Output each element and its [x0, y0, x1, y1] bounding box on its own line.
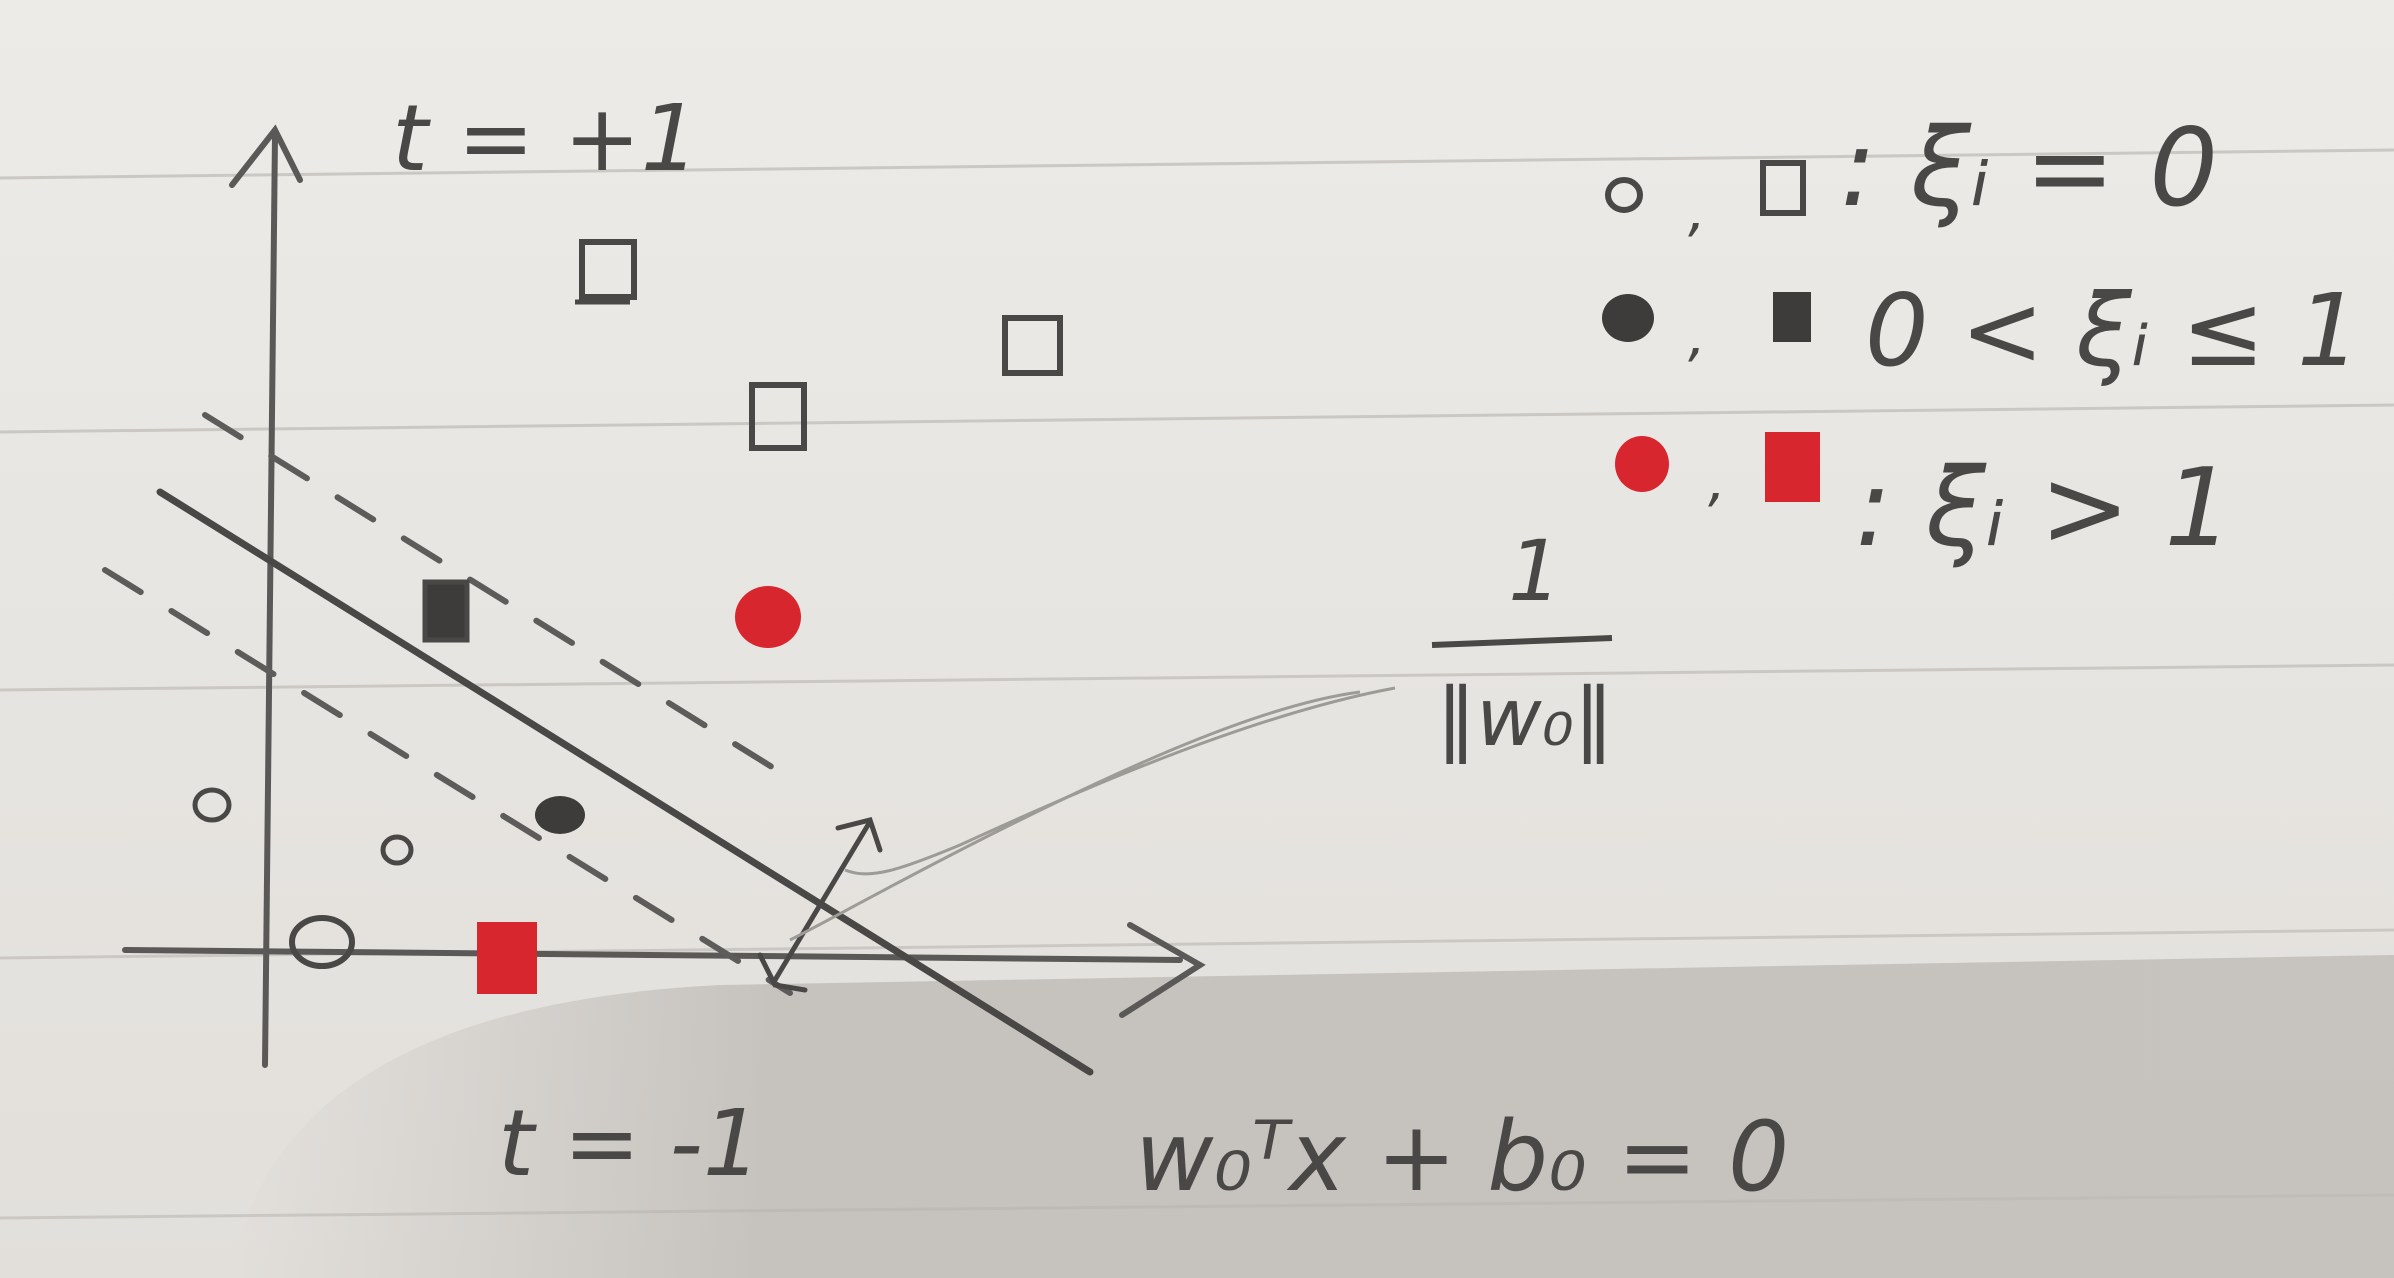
- circle-point-red: [735, 586, 801, 648]
- legend-condition: : ξᵢ > 1: [1855, 446, 2234, 571]
- legend-comma: ,: [1688, 179, 1706, 244]
- label-negative-class: t = -1: [498, 1090, 762, 1197]
- legend-condition: 0 < ξᵢ ≤ 1: [1865, 272, 2361, 389]
- square-point-red: [477, 922, 537, 994]
- legend-square-dark-icon: [1773, 292, 1811, 342]
- legend-comma: ,: [1708, 449, 1726, 514]
- hyperplane-equation: w₀ᵀx + b₀ = 0: [1135, 1101, 1790, 1213]
- legend-circle-red-icon: [1615, 436, 1669, 492]
- square-point-dark: [425, 582, 467, 640]
- legend-square-red-icon: [1765, 432, 1820, 502]
- legend-circle-dark-icon: [1602, 294, 1654, 342]
- margin-denominator: ‖w₀‖: [1436, 671, 1614, 764]
- circle-point-dark: [535, 796, 585, 834]
- legend-comma: ,: [1688, 304, 1706, 369]
- legend-condition: : ξᵢ = 0: [1840, 106, 2219, 231]
- label-positive-class: t = +1: [392, 85, 700, 192]
- margin-numerator: 1: [1508, 522, 1562, 620]
